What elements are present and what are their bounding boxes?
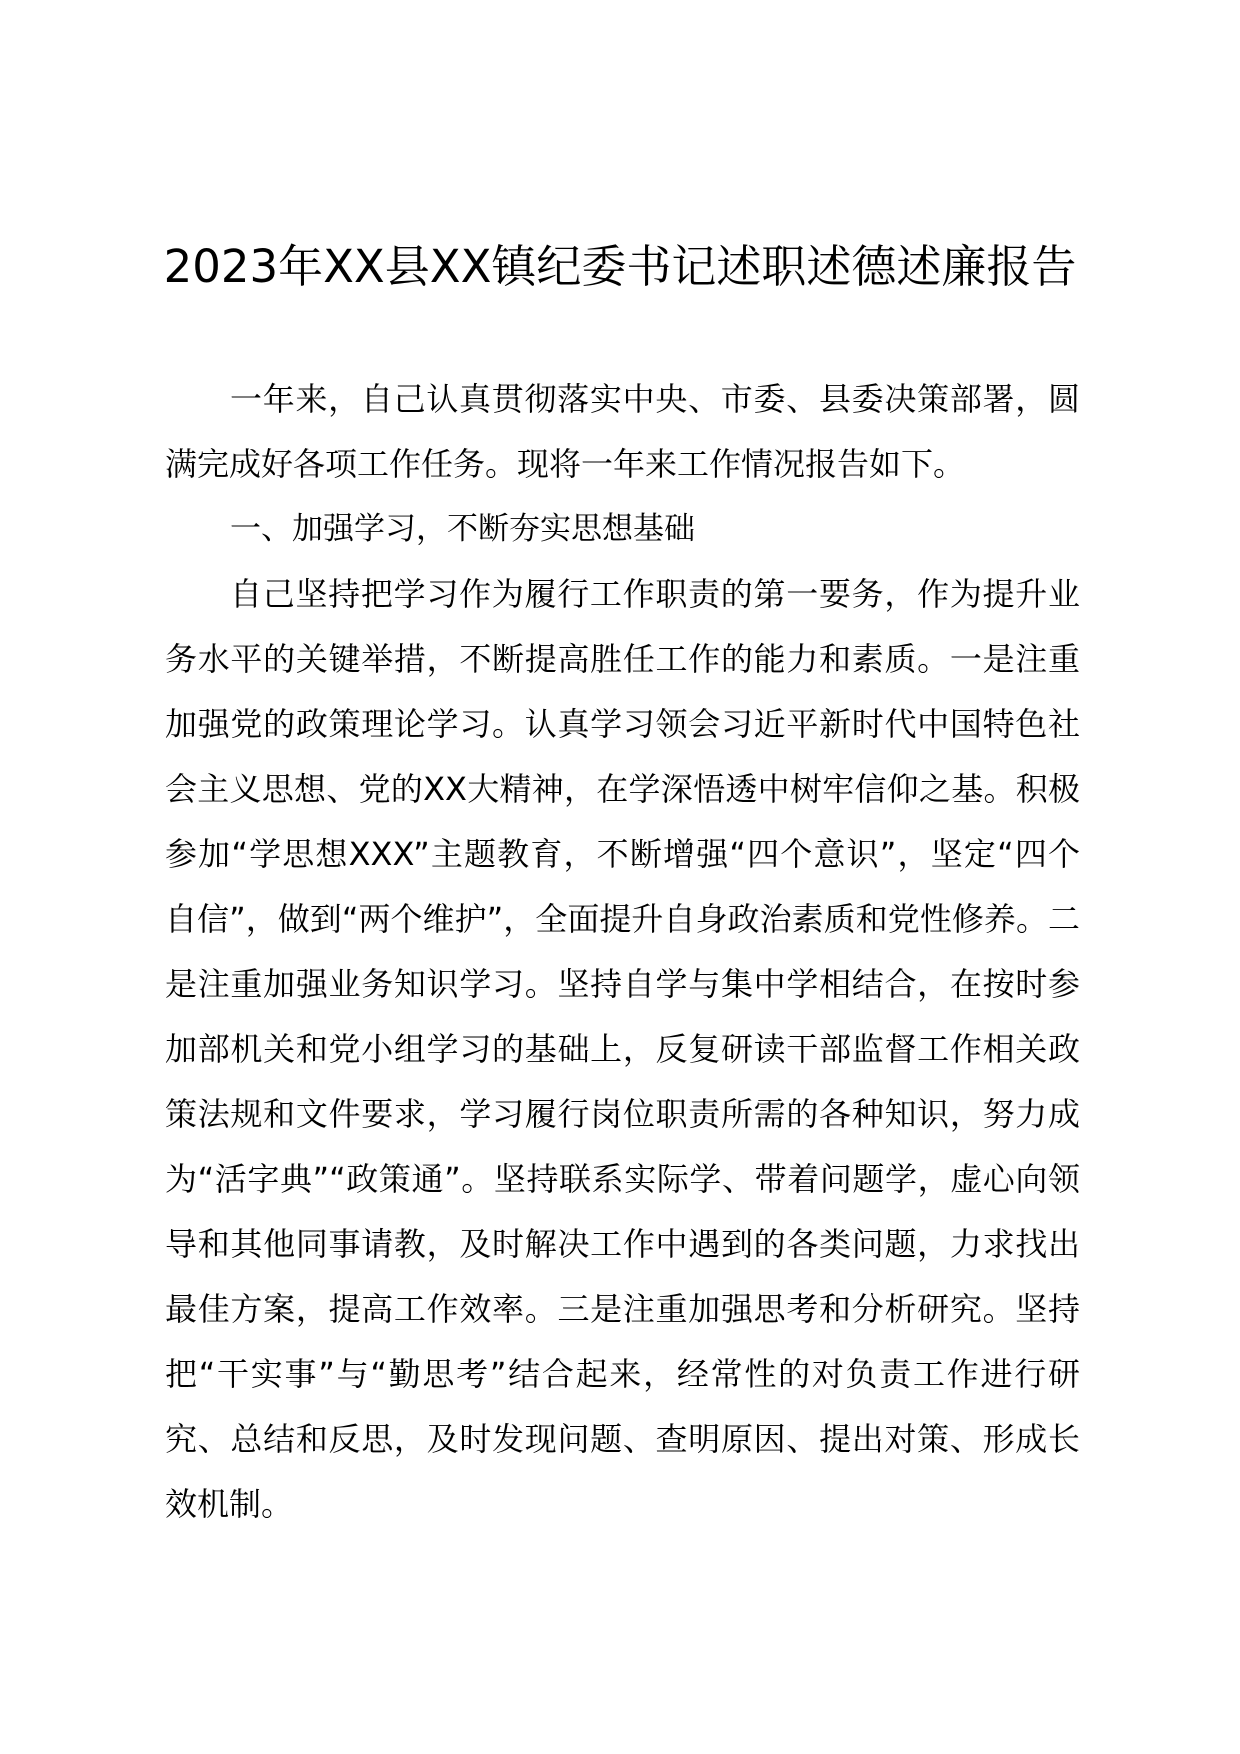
section-1-heading: 一、加强学习，不断夯实思想基础: [230, 511, 695, 547]
document-body: [165, 367, 1080, 1537]
intro-paragraph: 一年来，自己认真贯彻落实中央、市委、县委决策部署，圆满完成好各项工作任务。现将一年来工作情况报告如下。: [165, 380, 1080, 483]
document-title: 2023年XX县XX镇纪委书记述职述德述廉报告: [163, 240, 1077, 293]
section-1-paragraph: 自己坚持把学习作为履行工作职责的第一要务，作为提升业务水平的关键举措，不断提高胜任工作的能力和素质。一是注重加强党的政策理论学习。认真学习领会习近平新时代中国特色社会主义思想、党的XX大精神，在学深悟透中树牢信仰之基。积极参加“学思想XXX”主题教育，不断增强“四个意识”，坚定“四个自信”，做到“两个维护”，全面提升自身政治素质和党性修养。二是注重加强业务知识学习。坚持自学与集中学相结合，在按时参加部机关和党小组学习的基础上，反复研读干部监督工作相关政策法规和文件要求，学习履行岗位职责所需的各种知识，努力成为“活字典”“政策通”。坚持联系实际学、带着问题学，虚心向领导和其他同事请教，及时解决工作中遇到的各类问题，力求找出最佳方案，提高工作效率。三是注重加强思考和分析研究。坚持把“干实事”与“勤思考”结合起来，经常性的对负责工作进行研究、总结和反思，及时发现问题、查明原因、提出对策、形成长效机制。: [165, 575, 1080, 1523]
